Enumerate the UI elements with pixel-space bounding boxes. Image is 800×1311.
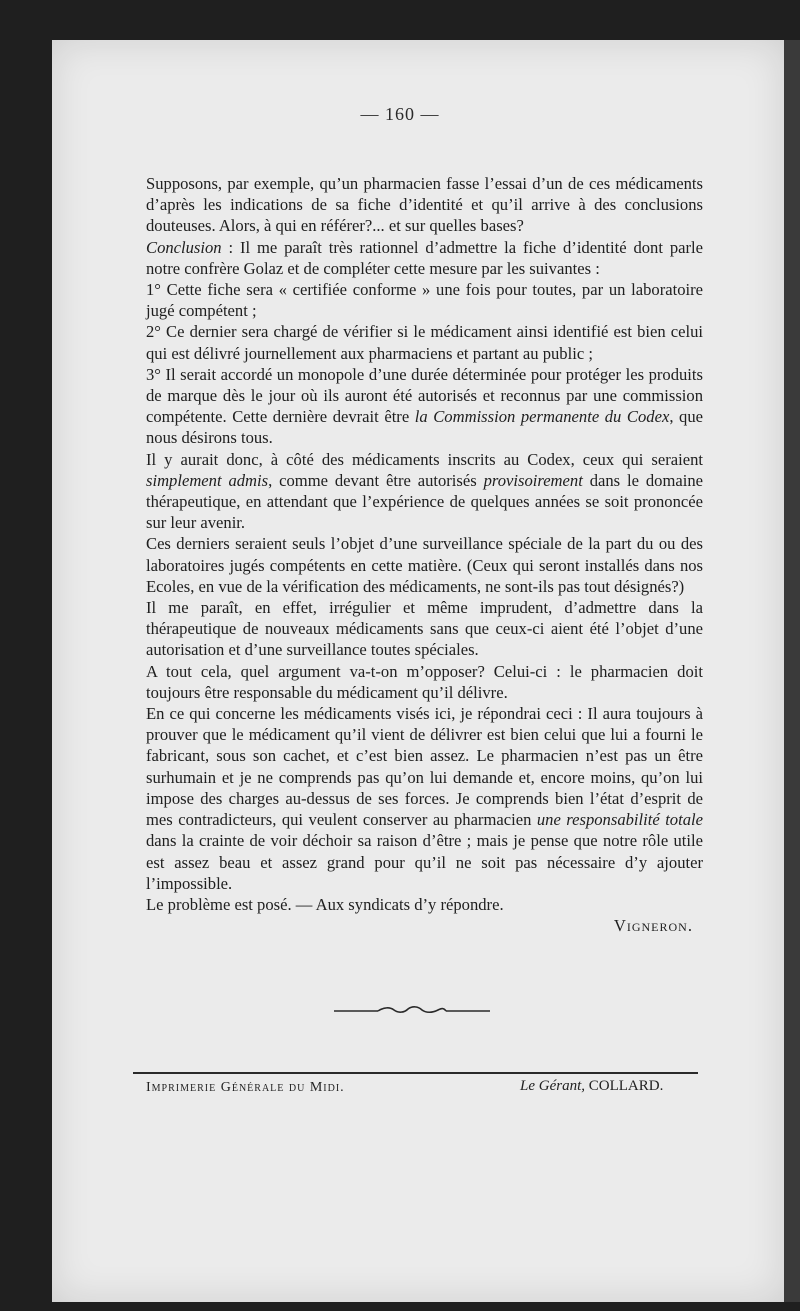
paragraph-text: dans le domaine thérapeutique, en attendant que l’expérience de quelques années se soit prononcée sur leur avenir.	[146, 470, 703, 533]
italic-text: provisoirement	[483, 470, 583, 490]
paragraph	[146, 279, 703, 321]
paragraph-text: Il y aurait donc, à côté des médicaments inscrits au Codex, ceux qui seraient	[146, 449, 703, 469]
paragraph	[146, 237, 703, 279]
manager-credit	[520, 1078, 663, 1095]
paragraph-text: , comme devant être autorisés	[268, 470, 484, 490]
paragraph	[146, 173, 703, 237]
italic-text: la Commission permanente du Codex	[414, 407, 670, 427]
paragraph-text: En ce qui concerne les médicaments visés ici, je répondrai ceci : Il aura toujours à prouver que le médicament qu’il vient de délivrer est bien celui que lui a fourni le fabricant, sous son cachet, et c’est bien assez. Le pharmacien n’est pas un être surhumain et je ne comprends pas qu’on lui demande et, encore moins, qu’on lui impose des charges au-dessus de ses forces. Je comprends bien l’état d’esprit de mes contradicteurs, qui veulent conserver au pharmacien	[146, 704, 703, 830]
paragraph	[146, 449, 703, 534]
paragraph-text: A tout cela, quel argument va-t-on m’opposer? Celui-ci : le pharmacien doit toujours être responsable du médicament qu’il délivre.	[146, 661, 703, 702]
paragraph-text: 2° Ce dernier sera chargé de vérifier si le médicament ainsi identifié est bien celui qui est délivré journellement aux pharmaciens et partant au public ;	[146, 322, 703, 363]
paragraph	[146, 533, 703, 597]
paragraph-text: Le problème est posé. — Aux syndicats d’y répondre.	[146, 894, 504, 914]
italic-text: simplement admis	[146, 470, 269, 490]
paragraph	[146, 894, 703, 915]
paragraph-text: 1° Cette fiche sera « certifiée conforme » une fois pour toutes, par un laboratoire jugé compétent ;	[146, 280, 703, 321]
italic-text: une responsabilité totale	[536, 810, 703, 830]
paragraph-text: Ces derniers seraient seuls l’objet d’une surveillance spéciale de la part du ou des laboratoires jugés compétents en cette matière. (Ceux qui seront installés dans nos Ecoles, en vue de la vérification des médicaments, ne sont-ils pas tout désignés?)	[146, 534, 703, 596]
paragraph-text: Il me paraît, en effet, irrégulier et même imprudent, d’admettre dans la thérapeutique de nouveaux médicaments sans que ceux-ci aient été l’objet d’une autorisation et d’une surveillance toutes spéciales.	[146, 598, 703, 660]
paragraph-text: dans la crainte de voir déchoir sa raison d’être ; mais je pense que notre rôle utile est assez beau et assez grand pour qu’il ne soit pas nécessaire d’y ajouter l’impossible.	[146, 831, 703, 893]
paragraph	[146, 597, 703, 661]
paragraph-text: : Il me paraît très rationnel d’admettre la fiche d’identité dont parle notre confrère Golaz et de compléter cette mesure par les suivantes :	[146, 237, 703, 278]
page-edge	[784, 40, 800, 1302]
paragraph	[146, 364, 703, 449]
paragraph	[146, 661, 703, 703]
page-number: — 160 —	[360, 104, 440, 124]
paragraph	[146, 321, 703, 363]
author-signature: Vigneron.	[613, 916, 693, 936]
footer-rule	[133, 1072, 698, 1074]
italic-text: Conclusion	[146, 237, 222, 257]
manager-name: COLLARD.	[588, 1078, 664, 1094]
paragraph-text: , que nous désirons tous.	[146, 407, 703, 448]
paragraph	[146, 703, 703, 894]
paragraph-text: 3° Il serait accordé un monopole d’une durée déterminée pour protéger les produits de marque dès le jour où ils auront été autorisés et reconnus par une commission compétente. Cette dernière devrait être	[146, 364, 703, 427]
scan-border	[0, 1302, 800, 1311]
manager-label: Le Gérant,	[520, 1078, 585, 1094]
printer-imprint: Imprimerie Générale du Midi.	[146, 1080, 345, 1095]
ornament-divider	[334, 1002, 490, 1018]
paragraph-text: Supposons, par exemple, qu’un pharmacien fasse l’essai d’un de ces médicaments d’après les indications de sa fiche d’identité et qu’il arrive à des conclusions douteuses. Alors, à qui en référer?... et sur quelles bases?	[146, 174, 703, 236]
body-text	[146, 173, 703, 936]
paragraph-list	[146, 173, 703, 915]
